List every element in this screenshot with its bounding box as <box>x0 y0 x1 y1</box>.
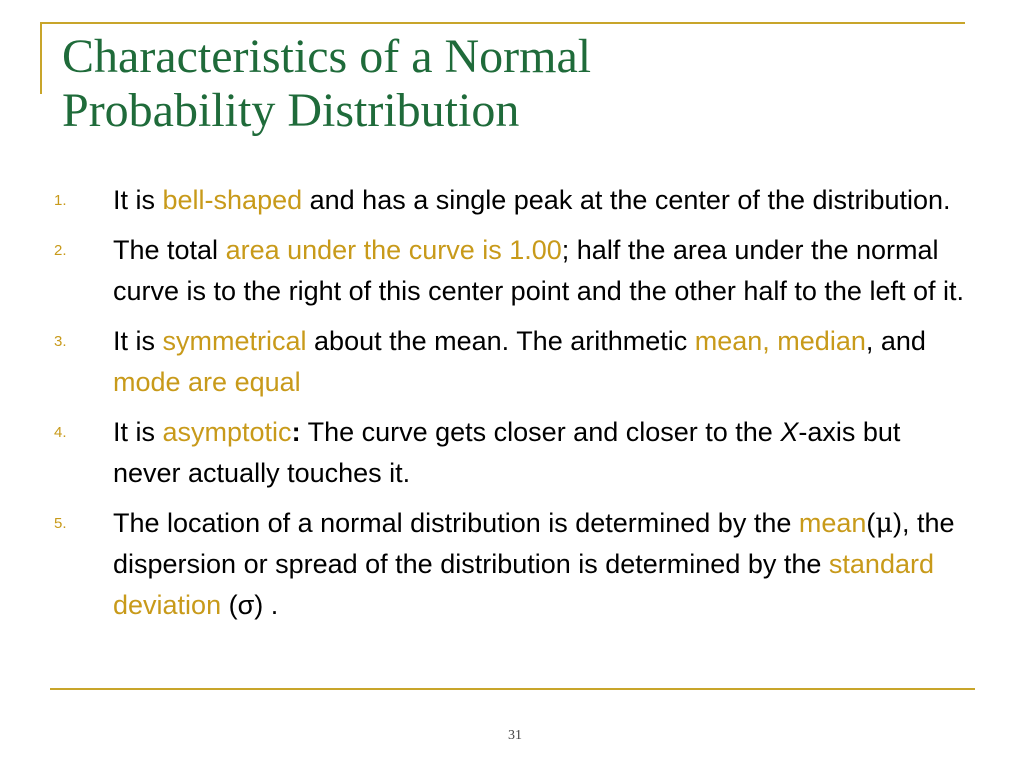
text: The total <box>113 235 226 265</box>
text: : <box>291 417 301 447</box>
text: X <box>780 417 799 447</box>
list-item <box>50 321 970 403</box>
text: , and <box>865 326 926 356</box>
list-item <box>50 503 970 626</box>
list-item <box>50 180 970 221</box>
highlight-term: mode are equal <box>113 367 301 397</box>
highlight-term: mean, median <box>694 326 866 356</box>
highlight-term: symmetrical <box>162 326 307 356</box>
highlight-term: mean <box>798 508 867 538</box>
highlight-term: asymptotic <box>162 417 292 447</box>
bottom-rule <box>50 688 975 690</box>
text: (σ) . <box>221 590 279 620</box>
text: The curve gets closer and closer to the <box>300 417 781 447</box>
text: It is <box>113 185 163 215</box>
characteristics-list <box>50 180 970 635</box>
list-number: 3. <box>54 333 67 350</box>
text: ( <box>866 508 876 538</box>
highlight-term: area under the curve is 1.00 <box>225 235 562 265</box>
highlight-term: bell-shaped <box>162 185 303 215</box>
title-line-1: Characteristics of a Normal <box>62 30 592 83</box>
list-number: 1. <box>54 192 67 209</box>
text: ; half the area under the normal curve is to the right of this center point and the other half to the left of it. <box>113 235 964 306</box>
text: and has a single peak at the center of the distribution. <box>302 185 951 215</box>
list-item <box>50 230 970 312</box>
text: The location of a normal distribution is determined by the <box>113 508 799 538</box>
slide-title <box>62 30 962 138</box>
text: It is <box>113 417 163 447</box>
list-item <box>50 412 970 494</box>
text: ), the dispersion or spread of the distribution is determined by the <box>113 508 955 579</box>
page-number: 31 <box>508 728 522 743</box>
text: about the mean. The arithmetic <box>306 326 695 356</box>
list-number: 5. <box>54 515 67 532</box>
mu-symbol: μ <box>875 508 893 539</box>
text: -axis but never actually touches it. <box>113 417 901 488</box>
top-rule <box>40 22 965 24</box>
list-number: 4. <box>54 424 67 441</box>
title-line-2: Probability Distribution <box>62 84 520 137</box>
left-rule <box>40 22 42 94</box>
highlight-term: standard deviation <box>113 549 934 620</box>
list-number: 2. <box>54 242 67 259</box>
text: It is <box>113 326 163 356</box>
